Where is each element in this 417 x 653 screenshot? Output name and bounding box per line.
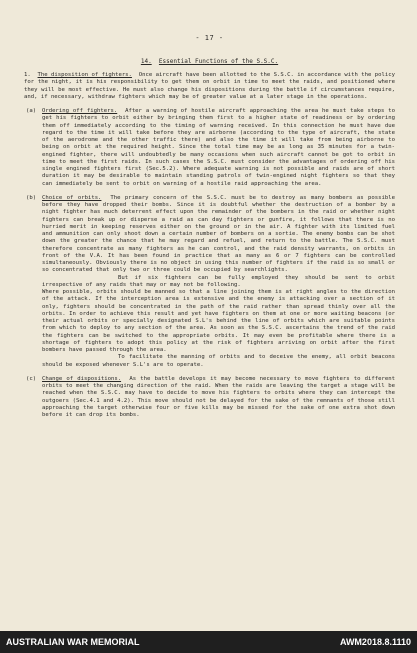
subparagraph-c-heading: Change of dispositions. bbox=[42, 375, 122, 382]
footer-institution: AUSTRALIAN WAR MEMORIAL bbox=[6, 637, 140, 647]
subparagraph-a-text: After a warning of hostile aircraft approaching the area he must take steps to get his fighters to orbit either by bringing them first to a higher state of readiness or by ordering them off immediately according to the timing of warning received. In this connection he must have due regard to the time it will take before they are airborne (according to the type of aircraft, the state of the aerodrome and the other traffic there) and also the time it will take from being airborne to being on orbit at the required height. Since the total time may be as long as 35 minutes for a twin-engined fighter, there will undoubtedly be many occasions when such aircraft cannot be got to orbit in time to meet the first raids. In such cases the S.S.C. must consider the advantages of ordering off his single engined fighters first (Sec.5.2). Where adequate warning is not possible and raids are of short duration it may be desirable to maintain standing patrols of twin-engined night fighters so that they can immediately be sent to orbit on warning of a hostile raid approaching the area. bbox=[42, 108, 396, 187]
subparagraph-a-paragraph bbox=[42, 108, 395, 188]
subparagraph-b-text-3: Where possible, orbits should be manned so that a line joining them is at right angles to the direction of the attack. If the interception area is extensive and the enemy is attacking over a section of it only, fighters should be concentrated in the path of the raid rather than spread thinly over all the orbits. In order to achieve this result and yet have fighters on them at one or more waiting beacons (or their actual orbits or specially designated S.L's behind the line of orbits which are suitable points from which to deploy to any section of the area. As soon as the S.S.C. ascertains the trend of the raid the fighters can be switched to the appropriate orbits. It may even be profitable where there is a shortage of fighters to adopt this policy at the risk of fighters arriving on orbit after the first bombers have passed through the area. bbox=[42, 289, 395, 353]
section-title bbox=[24, 58, 395, 65]
subparagraph-a-label: (a) bbox=[26, 108, 37, 114]
subparagraph-b-label: (b) bbox=[26, 194, 37, 201]
subparagraph-b-text-1: The primary concern of the S.S.C. must be to destroy as many bombers as possible before they have dropped their bombs. Since it is doubtful whether the destruction of a bomber by a night fighter has much deterrent effect upon the remainder of the bombers in the raid or whether night fighters can break up or disperse a raid as can day fighters or gunfire, it follows that there is no hurried merit in keeping reserves either on the ground or in the air. A fighter with its limited fuel and ammunition can only shoot down a certain number of bombers on a sortie. The enemy bombs can be shot down the greater the chance that he may regard and refuel, and return to the battle. The S.S.C. must therefore concentrate as many fighters as he can control, and the raid density warrants, on orbits in front of the V.A. It has been found in practice that as many as 6 or 7 fighters can be controlled simultaneously. Obviously there is no object in using this number of fighters if the raid is so small or so concentrated that only two or three could be occupied by searchlights. bbox=[42, 194, 395, 274]
subparagraph-b-text-4: To facilitate the manning of orbits and to deceive the enemy, all orbit beacons should be exposed whenever S.L's are to operate. bbox=[42, 354, 395, 368]
footer-accession-number: AWM2018.8.1110 bbox=[339, 637, 411, 647]
subparagraph-c-paragraph bbox=[42, 376, 395, 420]
paragraph-1-heading: The disposition of fighters. bbox=[37, 72, 132, 78]
archive-footer bbox=[0, 631, 417, 653]
subparagraph-c bbox=[24, 376, 395, 420]
section-title-text: Essential Functions of the S.S.C. bbox=[158, 58, 279, 65]
subparagraph-b-heading: Choice of orbits. bbox=[42, 194, 102, 201]
paragraph-1-text: Once aircraft have been allotted to the S.S.C. in accordance with the policy for the night, it is his responsibility to get them on orbit in time to meet the raids, and positioned where they will be most effective. He must also change his dispositions during the battle if circumstances require, and, if necessary, withdraw fighters which may be of greater value at a later stage in the operations. bbox=[24, 72, 395, 100]
paragraph-1 bbox=[24, 72, 395, 101]
paragraph-1-number: 1. bbox=[24, 72, 31, 78]
section-number: 14. bbox=[140, 58, 152, 65]
subparagraph-a bbox=[24, 108, 395, 188]
subparagraph-c-label: (c) bbox=[26, 375, 37, 382]
subparagraph-b bbox=[24, 195, 395, 369]
subparagraph-c-text: As the battle develops it may become necessary to move fighters to different orbits to meet the changing direction of the raid. When the raids are leaving the target a stage will be reached when the S.S.C. may have to decide to move his fighters to orbits where they can intercept the outgoers (Sec.4.1 and 4.2). This move should not be delayed for the sake of the remnants of those still approaching the target otherwise four or five kills may be missed for the sake of one extra shot down before it can drop its bombs. bbox=[42, 375, 395, 418]
subparagraph-b-paragraph-1 bbox=[42, 195, 395, 275]
subparagraph-b-text-2: But if six fighters can be fully employed they should be sent to orbit irrespective of any raids that may or may not be following. bbox=[42, 274, 395, 288]
page-number: - 17 - bbox=[195, 34, 224, 42]
subparagraph-a-heading: Ordering off fighters. bbox=[42, 108, 118, 114]
